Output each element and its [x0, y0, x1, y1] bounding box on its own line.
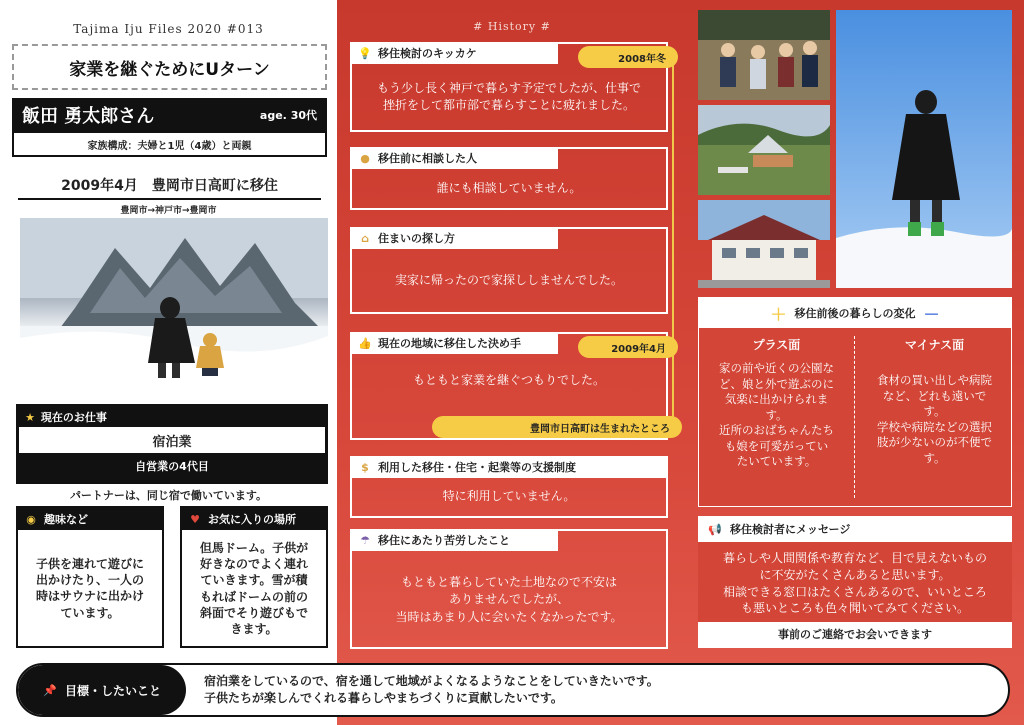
- history-line: もう少し長く神戸で暮らす予定でしたが、仕事で: [376, 80, 641, 95]
- history-line: ありませんでしたが、: [448, 592, 569, 607]
- minus-line: 肢が少ないのが不便で: [877, 435, 992, 450]
- hobby-card: [16, 506, 164, 648]
- favorite-line: きます。: [230, 621, 278, 636]
- history-heading: 利用した移住・住宅・起業等の支援制度: [378, 461, 576, 474]
- umbrella-icon: ☂: [360, 533, 370, 547]
- plus-title: プラス面: [752, 338, 801, 352]
- house-icon: ⌂: [361, 231, 369, 245]
- message-card: [698, 516, 1012, 648]
- current-work-card: [16, 404, 328, 484]
- profile-name-box: [12, 98, 327, 131]
- favorite-line: 好きなのでよく連れ: [199, 557, 308, 572]
- history-heading: 住まいの探し方: [378, 232, 455, 245]
- message-footer: 事前のご連絡でお会いできます: [778, 628, 932, 641]
- profile-name: 飯田 勇太郎さん: [22, 105, 155, 127]
- history-card-consulted: [350, 147, 668, 210]
- timeline-tag-2009: 2009年4月: [578, 336, 678, 358]
- history-body: 誰にも相談していません。: [436, 180, 582, 195]
- plus-column: [699, 328, 854, 506]
- history-heading: 移住にあたり苦労したこと: [378, 534, 510, 547]
- minus-title: マイナス面: [904, 338, 965, 352]
- history-heading: 現在の地域に移住した決め手: [378, 337, 521, 350]
- move-title: 2009年4月 豊岡市日高町に移住: [18, 175, 321, 200]
- lightbulb-icon: 💡: [358, 46, 372, 60]
- work-main: 宿泊業: [19, 427, 325, 453]
- page-title: 家業を継ぐためにUターン: [12, 44, 327, 90]
- favorite-line: 斜面でそり遊びもで: [199, 605, 308, 620]
- history-body: 実家に帰ったので家探ししませんでした。: [394, 272, 623, 287]
- photo-dome-aerial: [698, 105, 830, 195]
- minus-column: [856, 328, 1013, 506]
- minus-line: 食材の買い出しや病院: [877, 373, 992, 387]
- favorite-line: 但馬ドーム。子供が: [199, 541, 309, 555]
- minus-line: 学校や病院などの選択: [877, 419, 992, 434]
- goal-label: 目標・したいこと: [64, 683, 161, 698]
- hobby-line: 時はサウナに出かけ: [35, 589, 144, 604]
- plus-icon: ＋: [770, 304, 787, 324]
- history-card-housing: [350, 227, 668, 314]
- main-photo-snow-dome: [20, 218, 328, 398]
- hobby-body: [18, 530, 162, 621]
- minus-icon: －: [923, 304, 940, 324]
- message-line: に不安がたくさんあると思います。: [759, 567, 951, 582]
- goal-line: 子供たちが楽しんでくれる暮らしやまちづくりに貢献したいです。: [204, 691, 563, 705]
- plus-line: 家の前や近くの公園な: [719, 361, 834, 375]
- minus-line: す。: [923, 450, 946, 465]
- history-card-hardship: [350, 529, 668, 649]
- message-heading: 移住検討者にメッセージ: [730, 523, 851, 536]
- photo-inn-building: [698, 200, 830, 288]
- money-bag-icon: $: [361, 460, 369, 474]
- history-title: # History #: [473, 20, 551, 33]
- hobby-heading: 趣味など: [44, 513, 88, 526]
- work-heading: 現在のお仕事: [40, 411, 107, 424]
- family-composition: 家族構成：夫婦と1児（4歳）と両親: [12, 131, 327, 157]
- message-line: も悪いところも色々聞いてみてください。: [740, 601, 969, 616]
- plus-line: も娘を可愛がってい: [724, 438, 829, 453]
- hobby-line: 出かけたり、一人の: [35, 573, 144, 588]
- history-body: [352, 64, 666, 130]
- favorite-heading: お気に入りの場所: [208, 513, 296, 526]
- favorite-line: もればドームの前の: [199, 589, 308, 604]
- minus-body: [856, 361, 1013, 466]
- history-heading: 移住前に相談した人: [378, 152, 477, 165]
- work-sub: 自営業の4代目: [135, 460, 209, 473]
- heart-icon: ♥: [190, 512, 200, 526]
- plus-line: 近所のおばちゃんたち: [719, 423, 834, 438]
- photo-family-inn: [698, 10, 830, 100]
- pushpin-icon: 📌: [43, 683, 57, 697]
- minus-line: す。: [923, 404, 946, 419]
- goal-text: [186, 673, 659, 707]
- plus-line: ど、娘と外で遊ぶのに: [719, 376, 834, 391]
- photo-portrait-snow: [836, 10, 1012, 288]
- goal-bar: [16, 663, 1010, 717]
- person-icon: ●: [360, 151, 370, 165]
- favorite-place-card: [180, 506, 328, 648]
- move-route: 豊岡市→神戸市→豊岡市: [120, 206, 217, 216]
- history-body: 特に利用していません。: [442, 489, 576, 504]
- favorite-line: ていきます。雪が積: [200, 573, 308, 588]
- message-body: [698, 542, 1012, 622]
- life-change-card: [698, 297, 1012, 507]
- goal-label-pill: [18, 665, 186, 715]
- plus-line: たいています。: [736, 454, 817, 469]
- plus-body: [699, 361, 854, 470]
- change-heading: 移住前後の暮らしの変化: [794, 307, 916, 320]
- hobby-line: 子供を連れて遊びに: [35, 557, 144, 571]
- message-line: 暮らしや人間関係や教育など、目で見えないもの: [722, 551, 987, 565]
- history-line: 当時はあまり人に会いたくなかったです。: [395, 609, 623, 624]
- message-line: 相談できる窓口はたくさんあるので、いいところ: [723, 584, 987, 599]
- profile-age: age. 30代: [259, 108, 317, 122]
- minus-line: など、どれも遠いで: [882, 388, 987, 403]
- plus-line: す。: [765, 407, 788, 422]
- plus-line: 気楽に出かけられま: [724, 392, 829, 407]
- history-line: もともと暮らしていた土地なので不安は: [400, 574, 617, 589]
- palette-icon: ◉: [26, 512, 36, 526]
- column-divider: [854, 336, 855, 498]
- history-body: [352, 553, 666, 647]
- thumbs-up-icon: 👍: [358, 336, 372, 350]
- series-header: Tajima Iju Files 2020 #013: [73, 22, 264, 36]
- history-line: 挫折をして都市部で暮らすことに疲れました。: [382, 98, 635, 112]
- goal-line: 宿泊業をしているので、宿を通して地域がよくなるようなことをしていきたいです。: [204, 674, 659, 689]
- partner-note: パートナーは、同じ宿で働いています。: [69, 489, 268, 502]
- star-icon: ★: [25, 411, 35, 424]
- megaphone-icon: 📢: [708, 522, 722, 536]
- history-body: もともと家業を継ぐつもりでした。: [412, 373, 605, 388]
- history-card-support: [350, 456, 668, 518]
- timeline-line: [672, 56, 674, 426]
- timeline-tag-birthplace: 豊岡市日高町は生まれたところ: [432, 416, 682, 438]
- timeline-tag-2008: 2008年冬: [578, 46, 678, 68]
- hobby-line: ています。: [60, 605, 120, 620]
- favorite-body: [182, 530, 326, 637]
- history-heading: 移住検討のキッカケ: [378, 47, 477, 60]
